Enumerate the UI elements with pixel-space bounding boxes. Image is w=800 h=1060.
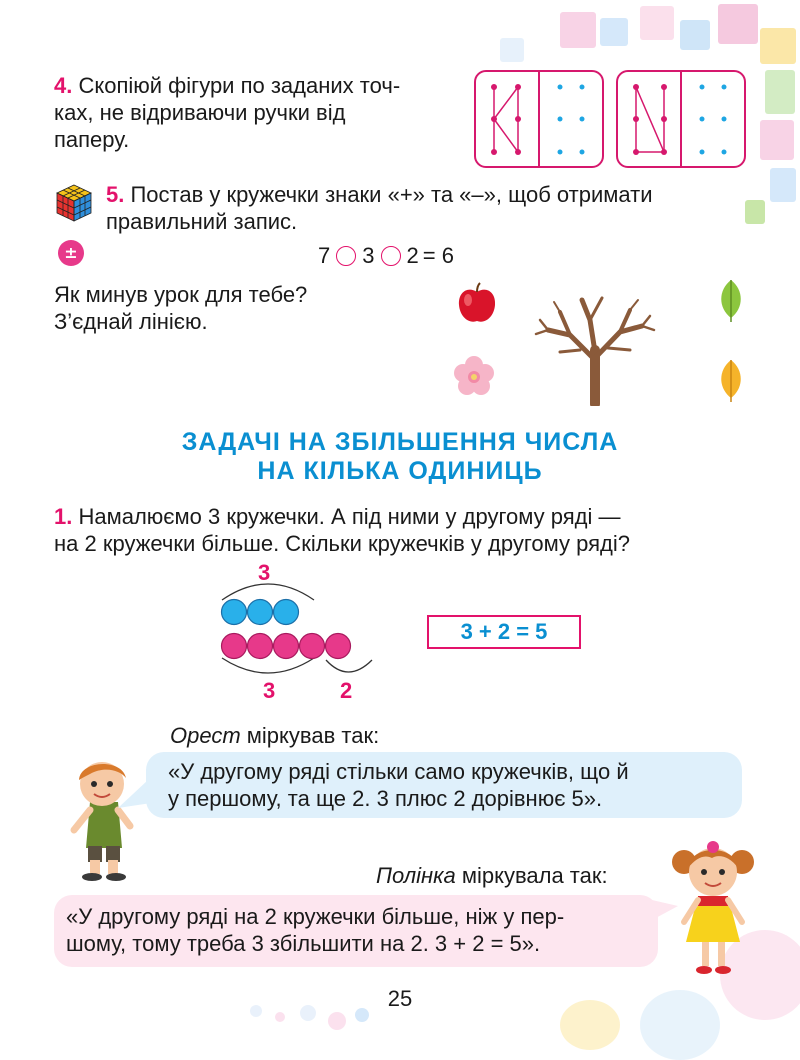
task4-line1: Скопіюй фігури по заданих точ- (78, 73, 401, 98)
circles-diagram (210, 560, 390, 710)
pink-circle (326, 634, 351, 659)
rubik-cube-icon (54, 183, 94, 223)
section-title (0, 428, 800, 486)
orest-bubble-tail (118, 780, 158, 810)
dot-grid-2 (616, 70, 746, 168)
expr-3: 3 (362, 243, 375, 268)
blue-circle (222, 600, 247, 625)
equation-text: 3 + 2 = 5 (460, 619, 548, 644)
orest-speech-bubble (146, 752, 742, 818)
flower-icon[interactable] (452, 354, 496, 398)
task4-line3: паперу. (54, 127, 130, 152)
pink-circle (222, 634, 247, 659)
task5-expression (318, 242, 454, 269)
sign-circle-1[interactable] (336, 246, 356, 266)
expr-7: 7 (318, 243, 331, 268)
pink-circle (274, 634, 299, 659)
task1-text (54, 503, 754, 557)
polinka-line1: «У другому ряді на 2 кружечки більше, ніж у пер- (66, 904, 565, 929)
section-title-line1: ЗАДАЧІ НА ЗБІЛЬШЕННЯ ЧИСЛА (181, 428, 619, 456)
page-number: 25 (387, 986, 413, 1011)
blue-circle (274, 600, 299, 625)
reflection-text (54, 281, 307, 335)
girl-illustration (668, 838, 758, 978)
polinka-speech-bubble (54, 895, 658, 967)
pink-circle (300, 634, 325, 659)
reflection-line2: З’єднай лінією. (54, 309, 208, 334)
polinka-line2: шому, тому треба 3 збільшити на 2. 3 + 2 = 5». (66, 931, 541, 956)
label-bottom-right: 2 (340, 678, 353, 703)
reflection-line1: Як минув урок для тебе? (54, 282, 308, 307)
task4-number: 4. (54, 73, 73, 98)
task1-number: 1. (54, 504, 73, 529)
pink-circle (248, 634, 273, 659)
label-bottom-left: 3 (263, 678, 276, 703)
label-top: 3 (258, 560, 271, 585)
green-leaf-icon[interactable] (716, 278, 746, 324)
boy-illustration (44, 752, 144, 882)
polinka-said: міркувала так: (455, 863, 608, 888)
dot-grid-1 (474, 70, 604, 168)
task5-line2: правильний запис. (106, 209, 298, 234)
section-title-line2: НА КІЛЬКА ОДИНИЦЬ (257, 457, 543, 485)
task4-line2: ках, не відриваючи ручки від (54, 100, 346, 125)
polinka-intro (376, 862, 608, 889)
task4-text (54, 72, 448, 153)
blue-circle (248, 600, 273, 625)
orest-line1: «У другому ряді стільки само кружечків, що й (168, 759, 629, 784)
polinka-name: Полінка (376, 863, 456, 888)
task1-line1: Намалюємо 3 кружечки. А під ними у другому ряді — (78, 504, 621, 529)
task1-line2: на 2 кружечки більше. Скільки кружечків у другому ряді? (54, 531, 630, 556)
task5-text (106, 181, 756, 235)
sign-circle-2[interactable] (381, 246, 401, 266)
orest-line2: у першому, та ще 2. 3 плюс 2 дорівнює 5». (168, 786, 603, 811)
svg-text:±: ± (64, 243, 78, 262)
bare-tree-icon (530, 290, 660, 406)
orest-intro (170, 722, 379, 749)
equation-box (427, 615, 581, 649)
orest-said: міркував так: (240, 723, 380, 748)
yellow-leaf-icon[interactable] (716, 358, 746, 404)
orest-name: Орест (170, 723, 241, 748)
task5-line1: Постав у кружечки знаки «+» та «–», щоб отримати (130, 182, 653, 207)
apple-icon[interactable] (454, 280, 500, 326)
plus-minus-icon (56, 238, 86, 268)
expr-result: = 6 (422, 243, 454, 268)
task5-number: 5. (106, 182, 125, 207)
expr-2: 2 (406, 243, 419, 268)
